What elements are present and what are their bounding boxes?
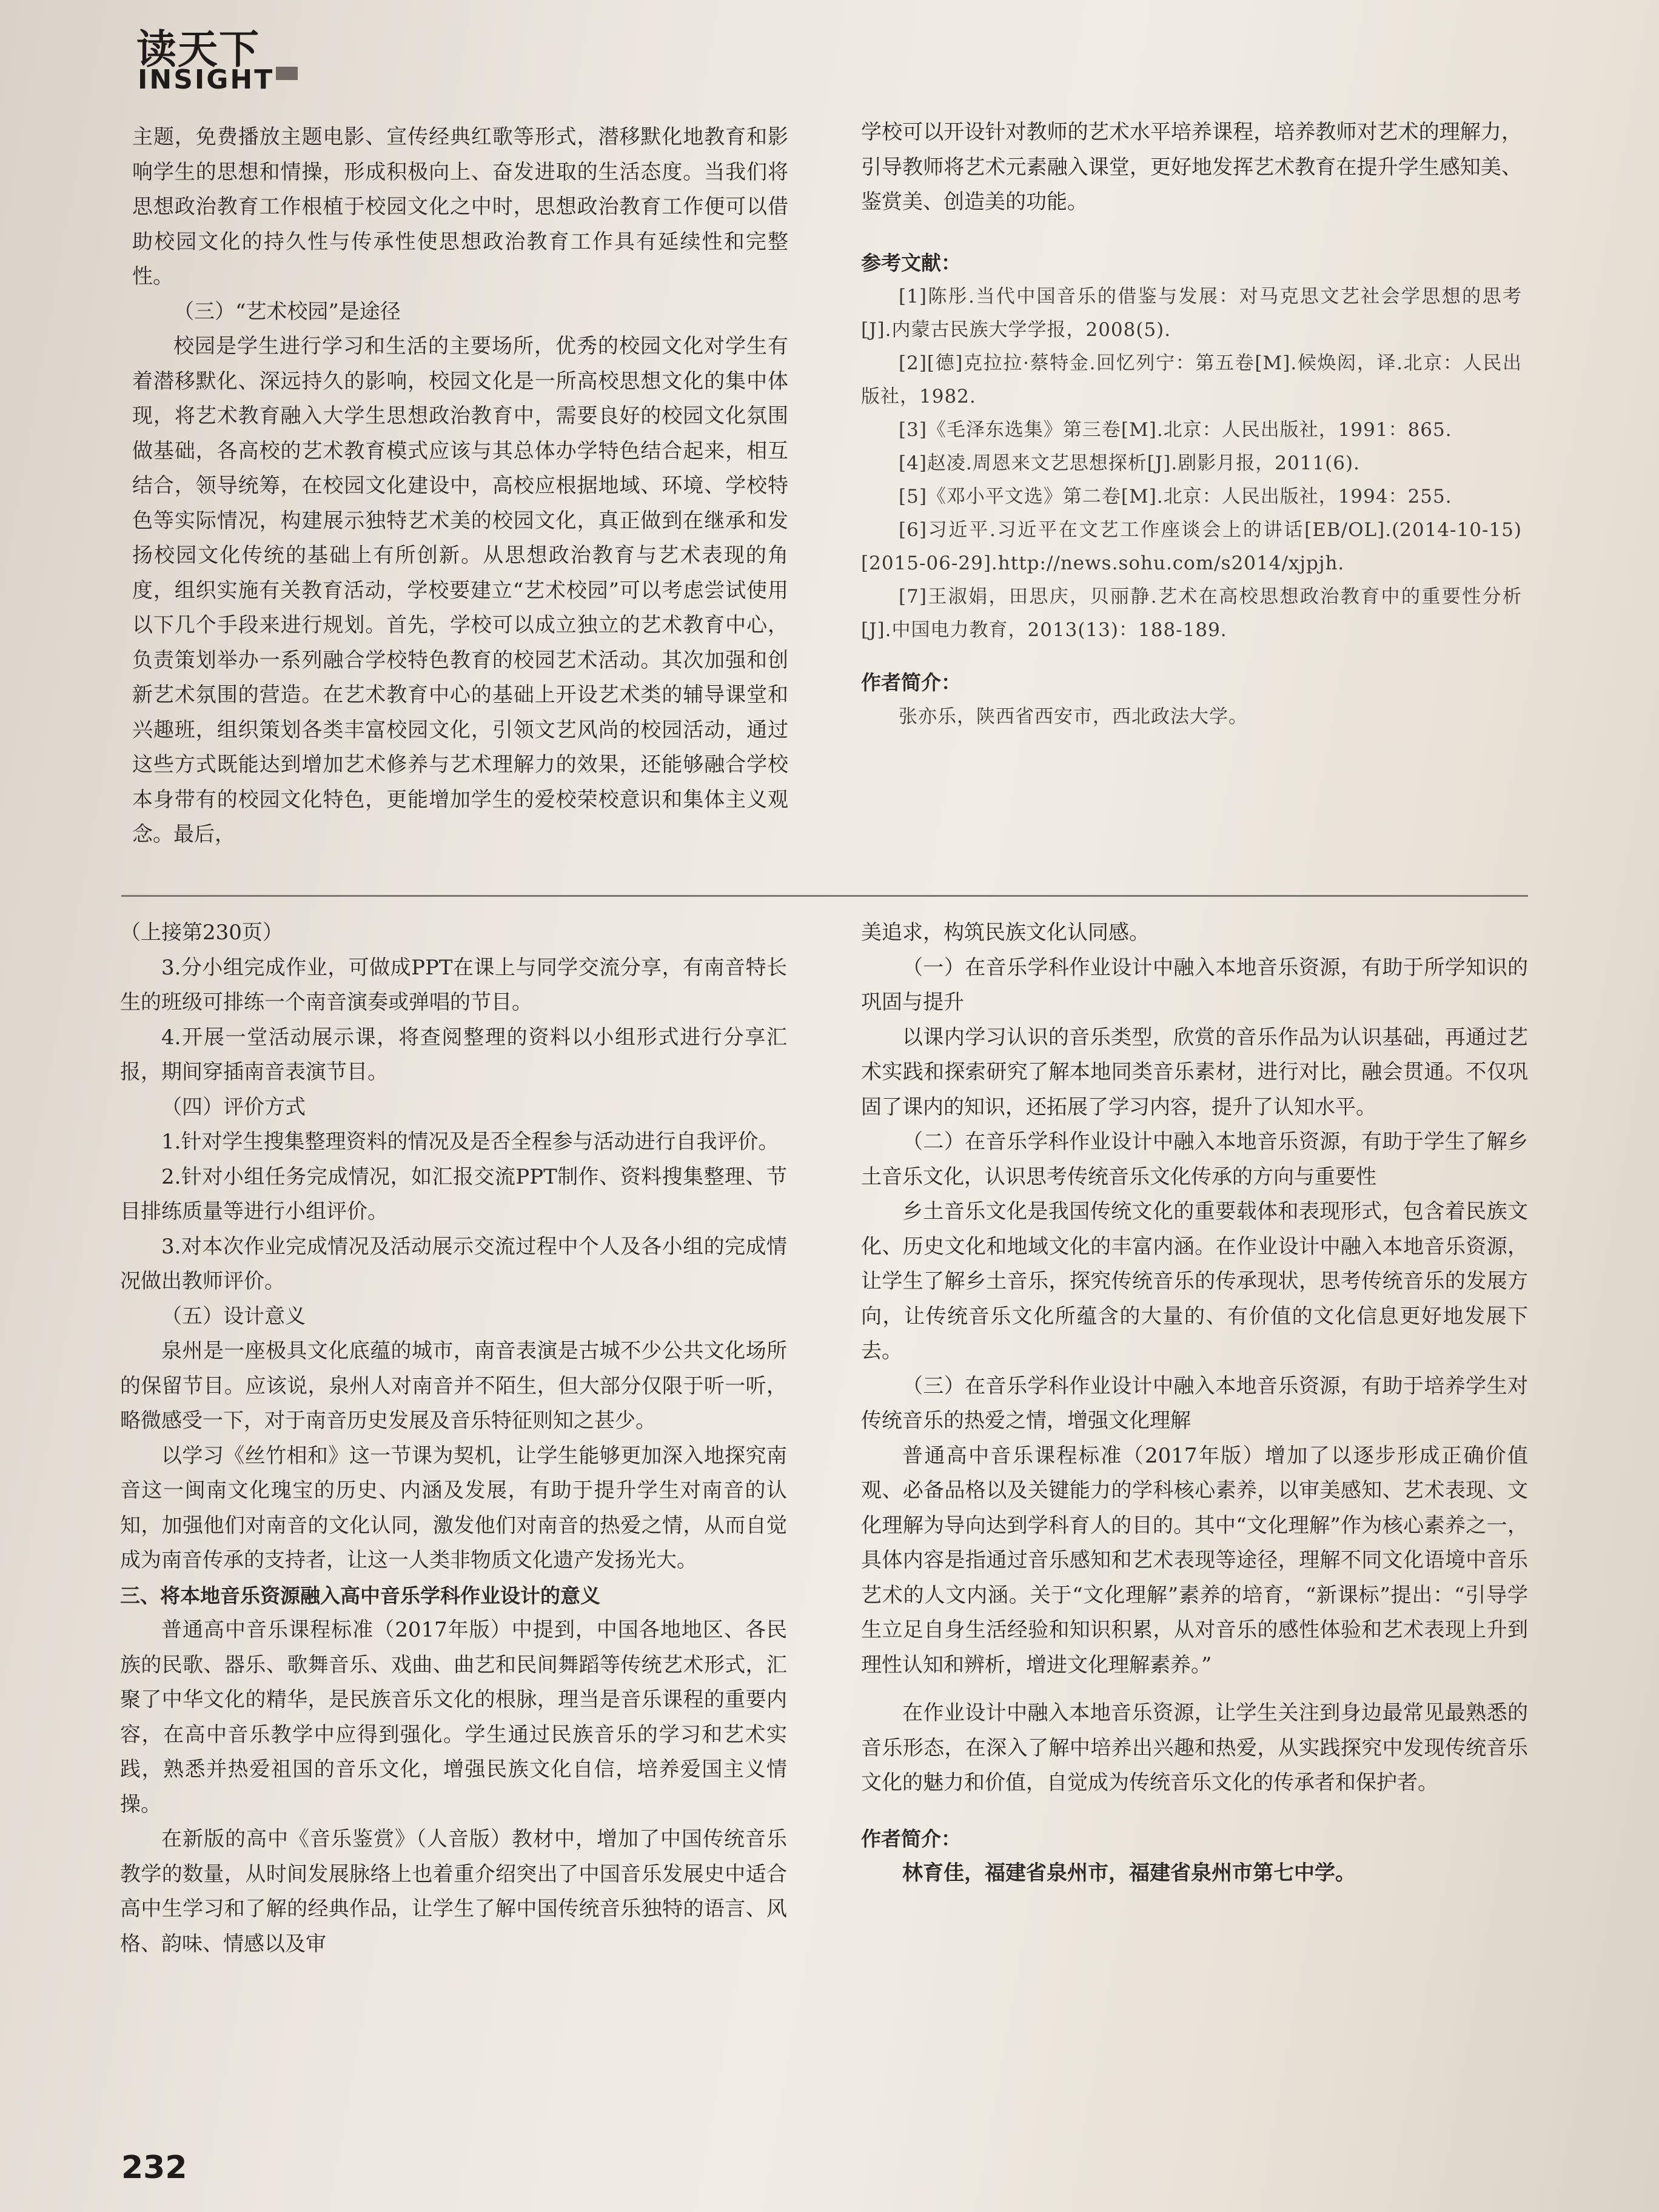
author-info: 林育佳，福建省泉州市，福建省泉州市第七中学。 <box>902 1861 1356 1885</box>
logo-subtitle: INSIGHT <box>138 64 275 95</box>
paragraph: 在新版的高中《音乐鉴赏》（人音版）教材中，增加了中国传统音乐教学的数量，从时间发展脉络上也着重介绍突出了中国音乐发展史中适合高中生学习和了解的经典作品，让学生了解中国传统音乐独特的语言、风格、韵味、情感以及审 <box>120 1827 787 1956</box>
paragraph: 以学习《丝竹相和》这一节课为契机，让学生能够更加深入地探究南音这一闽南文化瑰宝的历史、内涵及发展，有助于提升学生对南音的认知，加强他们对南音的文化认同，激发他们对南音的热爱之情，从而自觉成为南音传承的支持者，让这一人类非物质文化遗产发扬光大。 <box>120 1443 787 1572</box>
paragraph: 普通高中音乐课程标准（2017年版）中提到，中国各地地区、各民族的民歌、器乐、歌舞音乐、戏曲、曲艺和民间舞蹈等传统艺术形式，汇聚了中华文化的精华，是民族音乐文化的根脉，理当是音乐课程的重要内容，在高中音乐教学中应得到强化。学生通过民族音乐的学习和艺术实践，熟悉并热爱祖国的音乐文化，增强民族文化自信，培养爱国主义情操。 <box>120 1618 787 1817</box>
bottom-left-column <box>120 916 787 1962</box>
paragraph: 在作业设计中融入本地音乐资源，让学生关注到身边最常见最熟悉的音乐形态，在深入了解中培养出兴趣和热爱，从实践探究中发现传统音乐文化的魅力和价值，自觉成为传统音乐文化的传承者和保护者。 <box>861 1701 1528 1795</box>
paragraph: 主题，免费播放主题电影、宣传经典红歌等形式，潜移默化地教育和影响学生的思想和情操，形成积极向上、奋发进取的生活态度。当我们将思想政治教育工作根植于校园文化之中时，思想政治教育工作便可以借助校园文化的持久性与传承性使思想政治教育工作具有延续性和完整性。 <box>132 125 788 289</box>
reference-item: [3]《毛泽东选集》第三卷[M].北京：人民出版社，1991：865. <box>899 419 1452 441</box>
paragraph: 乡土音乐文化是我国传统文化的重要载体和表现形式，包含着民族文化、历史文化和地域文化的丰富内涵。在作业设计中融入本地音乐资源，让学生了解乡土音乐，探究传统音乐的传承现状，思考传统音乐的发展方向，让传统音乐文化所蕴含的大量的、有价值的文化信息更好地发展下去。 <box>861 1199 1528 1363</box>
reference-item: [2][德]克拉拉·蔡特金.回忆列宁：第五卷[M].候焕闳，译.北京：人民出版社，1982. <box>861 352 1522 407</box>
list-item: 3.分小组完成作业，可做成PPT在课上与同学交流分享，有南音特长生的班级可排练一个南音演奏或弹唱的节目。 <box>120 955 787 1014</box>
page-number: 232 <box>121 2150 187 2186</box>
reference-item: [6]习近平.习近平在文艺工作座谈会上的讲话[EB/OL].(2014-10-15)[2015-06-29].http://news.sohu.com/s2014/xjpjh. <box>861 519 1522 574</box>
subsection-heading: （三）在音乐学科作业设计中融入本地音乐资源，有助于培养学生对传统音乐的热爱之情，增强文化理解 <box>861 1373 1528 1433</box>
paragraph: 美追求，构筑民族文化认同感。 <box>861 920 1150 945</box>
author-label: 作者简介： <box>861 1826 961 1851</box>
header-rule-marker <box>276 67 298 80</box>
section-title: 三、将本地音乐资源融入高中音乐学科作业设计的意义 <box>120 1583 600 1607</box>
paragraph: 以课内学习认识的音乐类型，欣赏的音乐作品为认识基础，再通过艺术实践和探索研究了解本地同类音乐素材，进行对比，融会贯通。不仅巩固了课内的知识，还拓展了学习内容，提升了认知水平。 <box>861 1025 1528 1119</box>
paragraph: 校园是学生进行学习和生活的主要场所，优秀的校园文化对学生有着潜移默化、深远持久的影响，校园文化是一所高校思想文化的集中体现，将艺术教育融入大学生思想政治教育中，需要良好的校园文化氛围做基础，各高校的艺术教育模式应该与其总体办学特色结合起来，相互结合，领导统筹，在校园文化建设中，高校应根据地域、环境、学校特色等实际情况，构建展示独特艺术美的校园文化，真正做到在继承和发扬校园文化传统的基础上有所创新。从思想政治教育与艺术表现的角度，组织实施有关教育活动，学校要建立“艺术校园”可以考虑尝试使用以下几个手段来进行规划。首先，学校可以成立独立的艺术教育中心，负责策划举办一系列融合学校特色教育的校园艺术活动。其次加强和创新艺术氛围的营造。在艺术教育中心的基础上开设艺术类的辅导课堂和兴趣班，组织策划各类丰富校园文化，引领文艺风尚的校园活动，通过这些方式既能达到增加艺术修养与艺术理解力的效果，还能够融合学校本身带有的校园文化特色，更能增加学生的爱校荣校意识和集体主义观念。最后， <box>132 334 788 846</box>
paragraph: 学校可以开设针对教师的艺术水平培养课程，培养教师对艺术的理解力，引导教师将艺术元素融入课堂，更好地发挥艺术教育在提升学生感知美、鉴赏美、创造美的功能。 <box>861 120 1522 214</box>
top-left-column <box>132 120 788 853</box>
magazine-logo <box>124 17 324 95</box>
author-info: 张亦乐，陕西省西安市，西北政法大学。 <box>899 705 1248 728</box>
list-item: 2.针对小组任务完成情况，如汇报交流PPT制作、资料搜集整理、节目排练质量等进行小组评价。 <box>120 1164 787 1224</box>
section-heading: （三）“艺术校园”是途径 <box>173 299 401 324</box>
subsection-heading: （一）在音乐学科作业设计中融入本地音乐资源，有助于所学知识的巩固与提升 <box>861 955 1528 1014</box>
reference-item: [5]《邓小平文选》第二卷[M].北京：人民出版社，1994：255. <box>899 486 1452 508</box>
section-heading: （五）设计意义 <box>161 1304 306 1329</box>
reference-item: [1]陈彤.当代中国音乐的借鉴与发展：对马克思文艺社会学思想的思考[J].内蒙古民族大学学报，2008(5). <box>861 286 1522 341</box>
list-item: 3.对本次作业完成情况及活动展示交流过程中个人及各小组的完成情况做出教师评价。 <box>120 1234 787 1293</box>
references-label: 参考文献： <box>861 250 961 275</box>
article-divider <box>121 895 1528 897</box>
paragraph: 泉州是一座极具文化底蕴的城市，南音表演是古城不少公共文化场所的保留节目。应该说，泉州人对南音并不陌生，但大部分仅限于听一听，略微感受一下，对于南音历史发展及音乐特征则知之甚少。 <box>120 1339 787 1433</box>
bottom-right-column <box>861 916 1528 1891</box>
author-label: 作者简介： <box>861 671 961 694</box>
paragraph: 普通高中音乐课程标准（2017年版）增加了以逐步形成正确价值观、必备品格以及关键能力的学科核心素养，以审美感知、艺术表现、文化理解为导向达到学科育人的目的。其中“文化理解”作为核心素养之一，具体内容是指通过音乐感知和艺术表现等途径，理解不同文化语境中音乐艺术的人文内涵。关于“文化理解”素养的培育，“新课标”提出：“引导学生立足自身生活经验和知识积累，从对音乐的感性体验和艺术表现上升到理性认知和辨析，增进文化理解素养。” <box>861 1443 1528 1677</box>
subsection-heading: （二）在音乐学科作业设计中融入本地音乐资源，有助于学生了解乡土音乐文化，认识思考传统音乐文化传承的方向与重要性 <box>861 1130 1528 1189</box>
section-heading: （四）评价方式 <box>161 1094 306 1119</box>
logo-title: 读天下 <box>136 26 260 73</box>
top-right-column <box>861 115 1522 734</box>
continued-note: （上接第230页） <box>120 920 283 945</box>
list-item: 4.开展一堂活动展示课，将查阅整理的资料以小组形式进行分享汇报，期间穿插南音表演节目。 <box>120 1025 787 1084</box>
reference-item: [7]王淑娟，田思庆，贝丽静.艺术在高校思想政治教育中的重要性分析[J].中国电力教育，2013(13)：188-189. <box>861 586 1522 641</box>
list-item: 1.针对学生搜集整理资料的情况及是否全程参与活动进行自我评价。 <box>161 1130 779 1154</box>
reference-item: [4]赵凌.周恩来文艺思想探析[J].剧影月报，2011(6). <box>899 452 1360 474</box>
